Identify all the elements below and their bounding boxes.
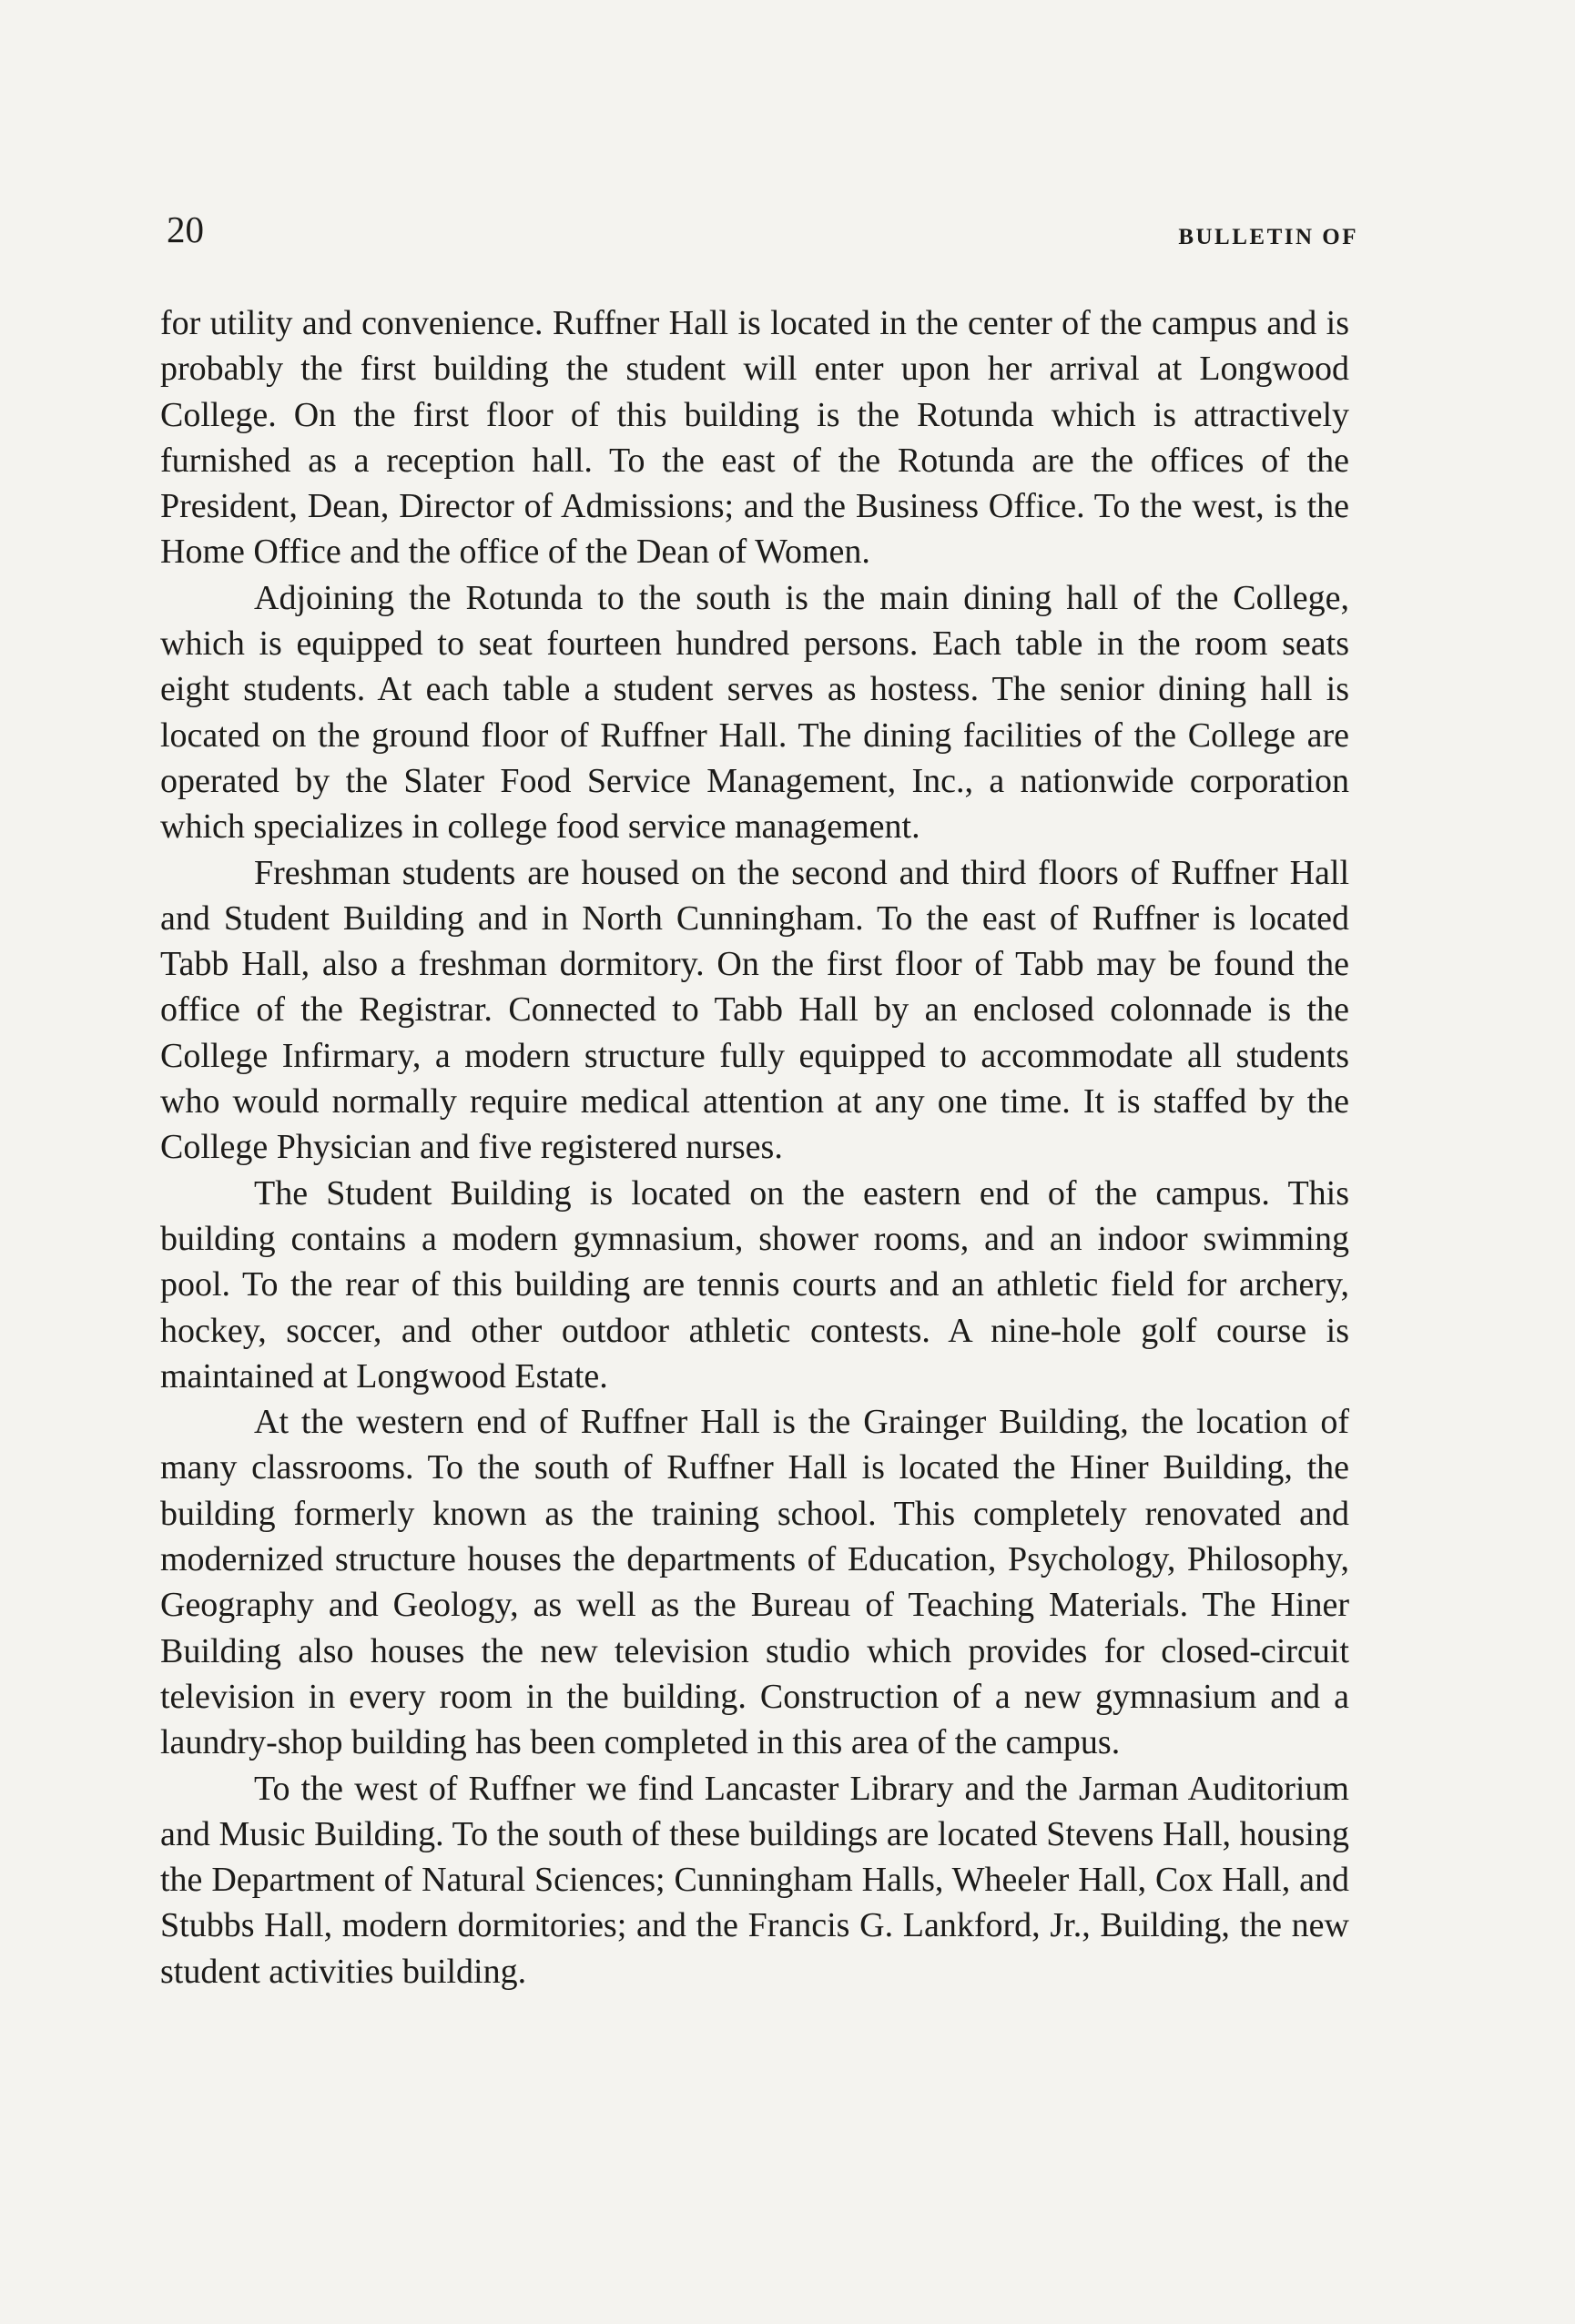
running-head: BULLETIN OF xyxy=(1178,225,1358,249)
paragraph-grainger-hiner: At the western end of Ruffner Hall is the Grainger Building, the location of many classrooms. To the south of Ruffner Hall is located the Hiner Building, the building formerly known as the training school. This completely renovated and modernized structure houses the departments of Education, Psychology, Philosophy, Geography and Geology, as well as the Bureau of Teaching Materials. The Hiner Building also houses the new television studio which provides for closed-circuit television in every room in the building. Construction of a new gymnasium and a laundry-shop building has been completed in this area of the campus. xyxy=(160,1403,1349,1762)
body-text xyxy=(160,300,1349,1994)
paragraph-library-dormitories: To the west of Ruffner we find Lancaster Library and the Jarman Auditorium and Music Building. To the south of these buildings are located Stevens Hall, housing the Department of Natural Sciences; Cunningham Halls, Wheeler Hall, Cox Hall, and Stubbs Hall, modern dormitories; and the Francis G. Lankford, Jr., Building, the new student activities building. xyxy=(160,1769,1349,1991)
paragraph-dining-hall: Adjoining the Rotunda to the south is the main dining hall of the College, which is equipped to seat fourteen hundred persons. Each table in the room seats eight students. At each table a student serves as hostess. The senior dining hall is located on the ground floor of Ruffner Hall. The dining facilities of the College are operated by the Slater Food Service Management, Inc., a nationwide corporation which specializes in college food service management. xyxy=(160,578,1349,847)
paragraph-continued: for utility and convenience. Ruffner Hall is located in the center of the campus and is probably the first building the student will enter upon her arrival at Longwood College. On the first floor of this building is the Rotunda which is attractively furnished as a reception hall. To the east of the Rotunda are the offices of the President, Dean, Director of Admissions; and the Business Office. To the west, is the Home Office and the office of the Dean of Women. xyxy=(160,304,1349,572)
page-number: 20 xyxy=(167,208,204,250)
paragraph-student-building: The Student Building is located on the eastern end of the campus. This building contains a modern gymnasium, shower rooms, and an indoor swimming pool. To the rear of this building are tennis courts and an athletic field for archery, hockey, soccer, and other outdoor athletic contests. A nine-hole golf course is maintained at Longwood Estate. xyxy=(160,1173,1349,1395)
paragraph-freshman-housing: Freshman students are housed on the second and third floors of Ruffner Hall and Student Building and in North Cunningham. To the east of Ruffner is located Tabb Hall, also a freshman dormitory. On the first floor of Tabb may be found the office of the Registrar. Connected to Tabb Hall by an enclosed colonnade is the College Infirmary, a modern structure fully equipped to accommodate all students who would normally require medical attention at any one time. It is staffed by the College Physician and five registered nurses. xyxy=(160,853,1349,1167)
